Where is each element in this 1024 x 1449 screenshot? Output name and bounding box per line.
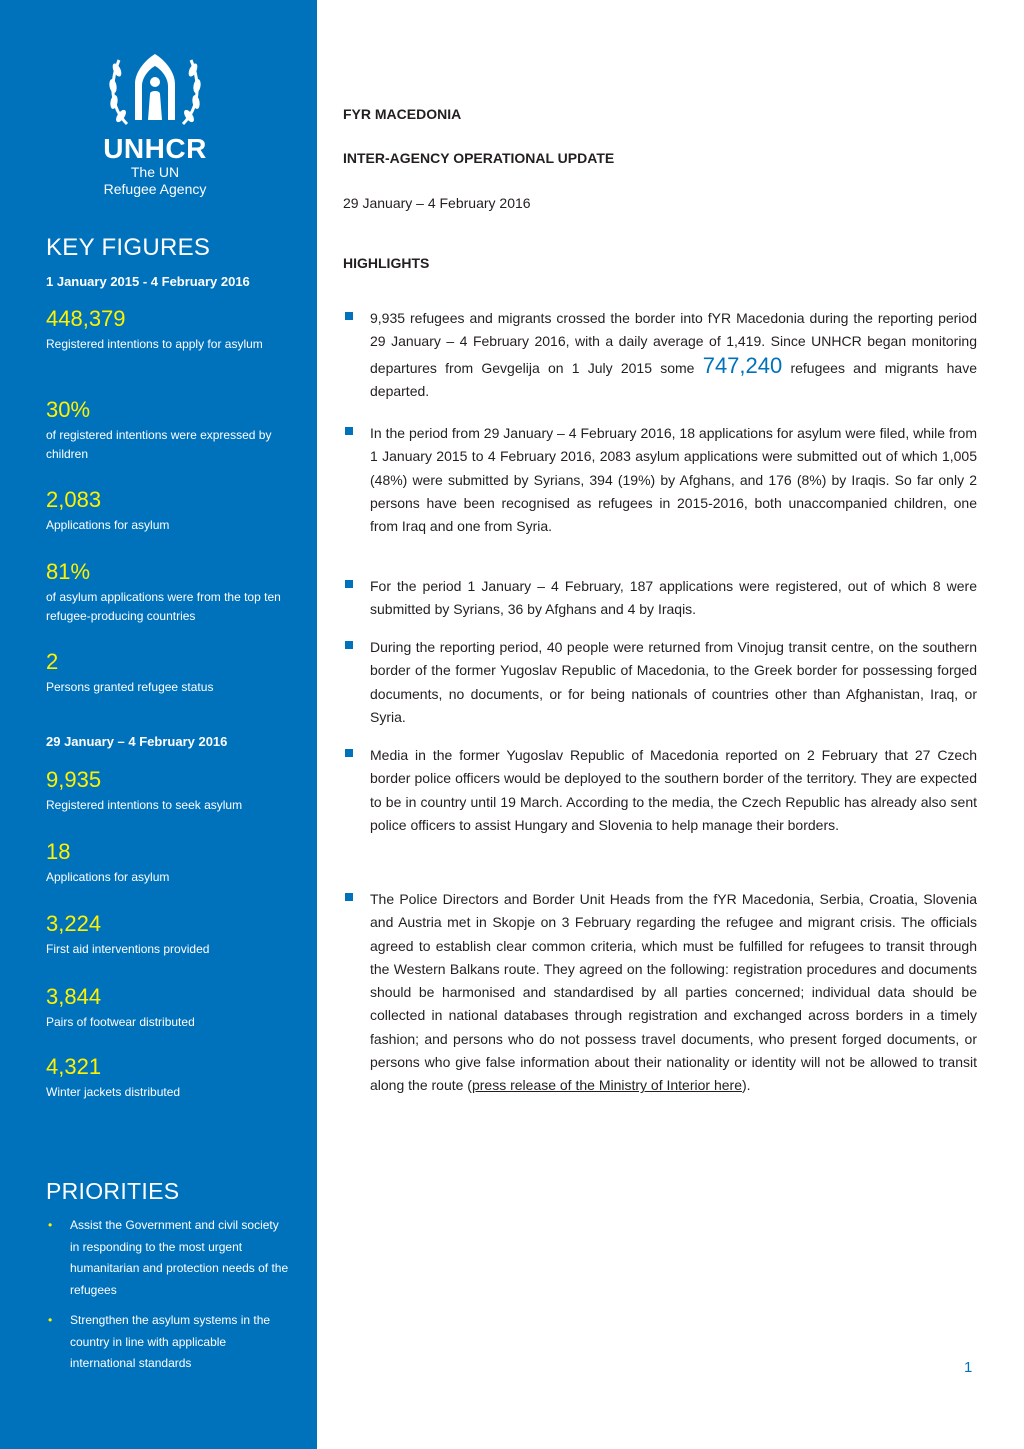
key-figure-label: First aid interventions provided bbox=[46, 942, 210, 956]
highlight-text: During the reporting period, 40 people were returned from Vinojug transit centre, on the southern border of the former Yugoslav Republic of Macedonia, to the Greek border for possessing forged documents, no documents, or for being nationals of countries other than Afghanistan, Iraq, or Syria. bbox=[370, 639, 977, 725]
logo-tagline-line-1: The UN bbox=[130, 164, 180, 180]
key-figure-value: 448,379 bbox=[46, 306, 126, 331]
key-figure-value: 30% bbox=[46, 397, 91, 422]
priority-text: Strengthen the asylum systems in the country in line with applicable international standards bbox=[70, 1313, 271, 1370]
key-figure-label: Persons granted refugee status bbox=[46, 680, 214, 694]
square-bullet-icon bbox=[345, 893, 353, 901]
priorities-list bbox=[46, 1215, 291, 1384]
key-figure-value: 4,321 bbox=[46, 1054, 102, 1079]
key-figure-value: 2 bbox=[46, 649, 59, 674]
key-figures-period-1: 1 January 2015 - 4 February 2016 bbox=[46, 274, 250, 289]
highlight-text bbox=[370, 307, 977, 403]
key-figure bbox=[46, 559, 296, 626]
square-bullet-icon bbox=[345, 312, 353, 320]
key-figures-period-2: 29 January – 4 February 2016 bbox=[46, 734, 228, 749]
key-figure-label: Winter jackets distributed bbox=[46, 1085, 181, 1099]
key-figures-heading: KEY FIGURES bbox=[46, 234, 211, 261]
unhcr-emblem-icon bbox=[105, 46, 205, 132]
key-figure-value: 81% bbox=[46, 559, 91, 584]
highlight-text-part: 9,935 refugees and migrants crossed the border into fYR Macedonia during the reporting period 29 January – 4 February 2016, with a daily average of 1,419. Since UNHCR began monitoring departures from Gevgelija on 1 July 2015 some bbox=[370, 310, 977, 376]
key-figure bbox=[46, 1054, 296, 1102]
highlights-heading: HIGHLIGHTS bbox=[343, 255, 430, 271]
square-bullet-icon bbox=[345, 749, 353, 757]
square-bullet-icon bbox=[345, 580, 353, 588]
key-figure-label: Pairs of footwear distributed bbox=[46, 1015, 195, 1029]
highlight-item bbox=[343, 422, 977, 538]
highlight-item bbox=[343, 636, 977, 729]
highlight-text-tail: refugees and migrants have departed. bbox=[370, 359, 978, 399]
highlight-item bbox=[343, 575, 977, 622]
key-figure-value: 2,083 bbox=[46, 487, 102, 512]
key-figure-value: 3,224 bbox=[46, 911, 102, 936]
priority-item bbox=[46, 1215, 291, 1301]
highlight-item bbox=[343, 744, 977, 837]
key-figure-value: 9,935 bbox=[46, 767, 102, 792]
priorities-heading: PRIORITIES bbox=[46, 1178, 180, 1204]
priority-text: Assist the Government and civil society in responding to the most urgent humanitarian and protection needs of the refugees bbox=[70, 1218, 289, 1297]
key-figure-value: 18 bbox=[46, 839, 71, 864]
departures-total: 747,240 bbox=[702, 352, 783, 378]
key-figure-label: Registered intentions to apply for asylum bbox=[46, 337, 263, 351]
highlight-item bbox=[343, 307, 977, 403]
key-figure-label: Applications for asylum bbox=[46, 518, 170, 532]
page-number: 1 bbox=[964, 1359, 973, 1376]
document-type-title: INTER-AGENCY OPERATIONAL UPDATE bbox=[343, 150, 615, 166]
key-figures-sidebar bbox=[0, 0, 317, 1449]
unhcr-logo bbox=[90, 46, 220, 201]
highlight-text bbox=[370, 888, 977, 1098]
key-figure bbox=[46, 911, 296, 959]
highlight-text: Media in the former Yugoslav Republic of Macedonia reported on 2 February that 27 Czech border police officers would be deployed to the southern border of the territory. They are expected to be in country until 19 March. According to the media, the Czech Republic has already also sent police officers to assist Hungary and Slovenia to help manage their borders. bbox=[370, 747, 977, 833]
key-figure-label: of asylum applications were from the top ten refugee-producing countries bbox=[46, 590, 281, 623]
highlight-text-tail: ). bbox=[741, 1077, 751, 1094]
key-figure bbox=[46, 839, 296, 887]
key-figure bbox=[46, 397, 296, 464]
logo-wordmark: UNHCR bbox=[103, 133, 207, 164]
square-bullet-icon bbox=[345, 641, 353, 649]
highlight-text: In the period from 29 January – 4 February 2016, 18 applications for asylum were filed, while from 1 January 2015 to 4 February 2016, 2083 asylum applications were submitted out of which 1,005 (48%) were submitted by Syrians, 394 (19%) by Afghans, and 176 (8%) by Iraqis. So far only 2 persons have been recognised as refugees in 2015-2016, both unaccompanied children, one from Iraq and one from Syria. bbox=[370, 425, 977, 535]
press-release-link[interactable]: press release of the Ministry of Interior here bbox=[471, 1077, 742, 1094]
key-figure bbox=[46, 487, 296, 535]
highlight-text-part: The Police Directors and Border Unit Heads from the fYR Macedonia, Serbia, Croatia, Slovenia and Austria met in Skopje on 3 February regarding the refugee and migrant crisis. The officials agreed to establish clear common criteria, which must be fulfilled for refugees to transit through the Western Balkans route. They agreed on the following: registration procedures and documents should be harmonised and standardised by all parties concerned; individual data should be collected in national databases through registration and exchanged across borders in a timely fashion; and persons who do not possess travel documents, who present forged documents, or persons who give false information about their nationality or identity will not be allowed to transit along the route ( bbox=[370, 891, 977, 1094]
key-figure-label: of registered intentions were expressed by children bbox=[46, 428, 272, 461]
country-title: FYR MACEDONIA bbox=[343, 106, 462, 122]
key-figure bbox=[46, 649, 296, 697]
logo-tagline-line-2: Refugee Agency bbox=[103, 181, 207, 197]
highlight-text: For the period 1 January – 4 February, 187 applications were registered, out of which 8 were submitted by Syrians, 36 by Afghans and 4 by Iraqis. bbox=[370, 578, 977, 618]
priority-item bbox=[46, 1310, 291, 1375]
report-date: 29 January – 4 February 2016 bbox=[343, 195, 531, 211]
square-bullet-icon bbox=[345, 427, 353, 435]
key-figure-label: Applications for asylum bbox=[46, 870, 170, 884]
key-figure-label: Registered intentions to seek asylum bbox=[46, 798, 243, 812]
key-figure-value: 3,844 bbox=[46, 984, 102, 1009]
bullet-icon: • bbox=[48, 1313, 53, 1327]
key-figure bbox=[46, 306, 296, 354]
key-figure bbox=[46, 984, 296, 1032]
key-figure bbox=[46, 767, 296, 815]
highlight-item bbox=[343, 888, 977, 1098]
bullet-icon: • bbox=[48, 1218, 53, 1232]
